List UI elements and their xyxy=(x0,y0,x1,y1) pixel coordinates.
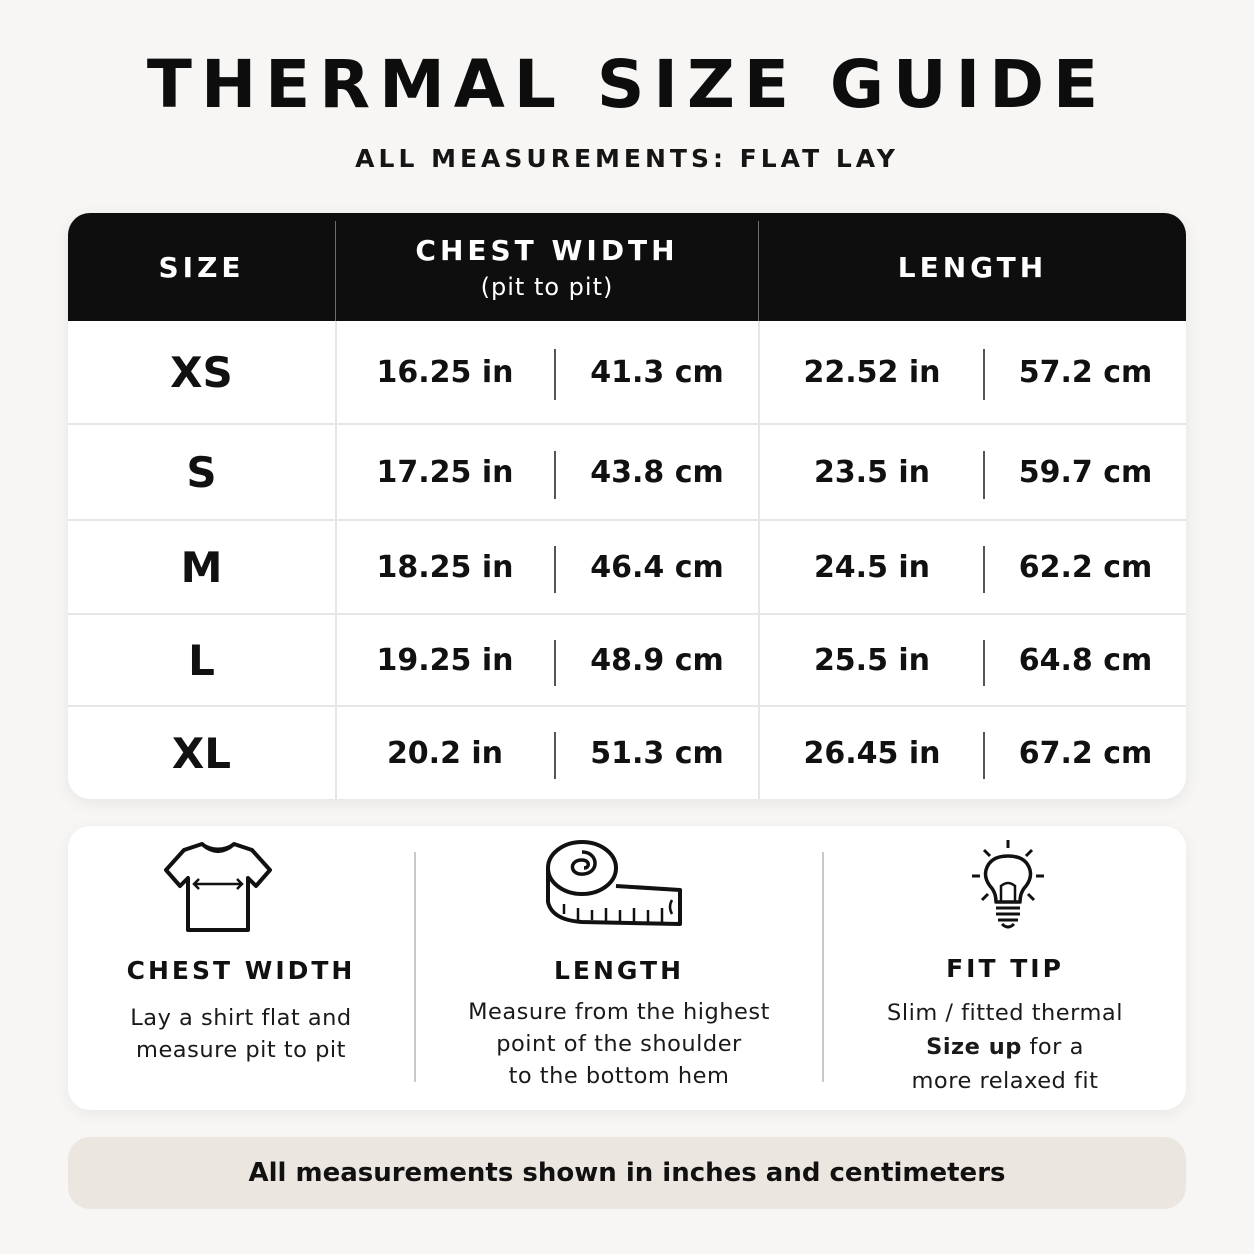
info-fit-line-2-rest: for a xyxy=(1021,1034,1084,1060)
unit-divider xyxy=(554,546,556,593)
info-fit-line-3: more relaxed fit xyxy=(911,1068,1099,1094)
unit-divider xyxy=(554,732,556,779)
info-length-text xyxy=(416,996,822,1092)
tshirt-icon xyxy=(162,840,274,936)
chest-cm-cell: 46.4 cm xyxy=(590,549,724,585)
info-chest-line-1: Lay a shirt flat and xyxy=(130,1005,352,1031)
header-size xyxy=(68,213,335,321)
info-fit-emphasis: Size up xyxy=(926,1034,1022,1060)
chest-cm-cell: 41.3 cm xyxy=(590,354,724,390)
length-inches-cell: 24.5 in xyxy=(813,549,931,585)
column-divider xyxy=(335,615,337,705)
length-cm-cell: 57.2 cm xyxy=(1018,354,1153,390)
measuring-tape-icon xyxy=(544,838,688,930)
unit-divider xyxy=(983,349,985,400)
chest-inches-cell: 19.25 in xyxy=(376,642,514,678)
chest-inches-cell: 18.25 in xyxy=(376,549,514,585)
info-length-line-1: Measure from the highest xyxy=(468,999,770,1025)
info-fit-text xyxy=(824,996,1186,1098)
column-divider xyxy=(758,425,760,519)
info-fit-tip xyxy=(824,826,1186,1110)
chest-cm-cell: 48.9 cm xyxy=(590,642,724,678)
chest-inches-cell: 16.25 in xyxy=(376,354,514,390)
chest-inches-cell: 20.2 in xyxy=(386,735,504,771)
column-divider xyxy=(335,321,337,423)
length-cm-cell: 67.2 cm xyxy=(1018,735,1153,771)
table-row xyxy=(68,519,1186,613)
size-cell: L xyxy=(188,635,215,685)
page-title: THERMAL SIZE GUIDE xyxy=(146,46,1108,123)
info-length-line-2: point of the shoulder xyxy=(496,1031,742,1057)
info-chest-width xyxy=(68,826,414,1110)
info-chest-line-2: measure pit to pit xyxy=(136,1037,346,1063)
size-cell: XS xyxy=(170,347,233,397)
unit-divider xyxy=(983,640,985,686)
unit-divider xyxy=(554,451,556,499)
unit-divider xyxy=(554,349,556,400)
header-chest-label: CHEST WIDTH xyxy=(415,233,679,267)
chest-inches-cell: 17.25 in xyxy=(376,454,514,490)
unit-divider xyxy=(983,451,985,499)
info-panel xyxy=(68,826,1186,1110)
info-chest-title: CHEST WIDTH xyxy=(126,956,356,985)
info-length-title: LENGTH xyxy=(554,956,684,985)
length-cm-cell: 62.2 cm xyxy=(1018,549,1153,585)
info-fit-title: FIT TIP xyxy=(946,954,1064,983)
unit-divider xyxy=(554,640,556,686)
header-length xyxy=(759,213,1186,321)
length-inches-cell: 26.45 in xyxy=(803,735,941,771)
size-cell: S xyxy=(186,447,217,497)
length-inches-cell: 25.5 in xyxy=(813,642,931,678)
column-divider xyxy=(758,615,760,705)
chest-cm-cell: 43.8 cm xyxy=(590,454,724,490)
unit-divider xyxy=(983,732,985,779)
page-subtitle: ALL MEASUREMENTS: FLAT LAY xyxy=(355,144,899,173)
column-divider xyxy=(335,521,337,613)
info-length xyxy=(416,826,822,1110)
length-cm-cell: 59.7 cm xyxy=(1018,454,1153,490)
size-cell: XL xyxy=(171,728,232,778)
header-size-label: SIZE xyxy=(158,250,245,284)
unit-divider xyxy=(983,546,985,593)
info-chest-text xyxy=(68,1002,414,1066)
size-table xyxy=(68,213,1186,799)
info-length-line-3: to the bottom hem xyxy=(508,1063,730,1089)
length-inches-cell: 23.5 in xyxy=(813,454,931,490)
table-row xyxy=(68,705,1186,799)
table-row xyxy=(68,613,1186,705)
table-header xyxy=(68,213,1186,321)
chest-cm-cell: 51.3 cm xyxy=(590,735,724,771)
column-divider xyxy=(335,707,337,799)
column-divider xyxy=(335,425,337,519)
header-chest xyxy=(336,213,758,321)
header-chest-sublabel: (pit to pit) xyxy=(480,272,614,301)
lightbulb-icon xyxy=(968,836,1048,936)
column-divider xyxy=(758,707,760,799)
info-fit-line-2 xyxy=(824,1030,1186,1064)
column-divider xyxy=(758,321,760,423)
info-fit-line-1: Slim / fitted thermal xyxy=(887,1000,1123,1026)
table-row xyxy=(68,423,1186,519)
length-cm-cell: 64.8 cm xyxy=(1018,642,1153,678)
footer-note: All measurements shown in inches and centimeters xyxy=(68,1137,1186,1209)
column-divider xyxy=(758,521,760,613)
length-inches-cell: 22.52 in xyxy=(803,354,941,390)
header-length-label: LENGTH xyxy=(897,250,1048,284)
table-row xyxy=(68,321,1186,423)
size-cell: M xyxy=(180,542,223,592)
